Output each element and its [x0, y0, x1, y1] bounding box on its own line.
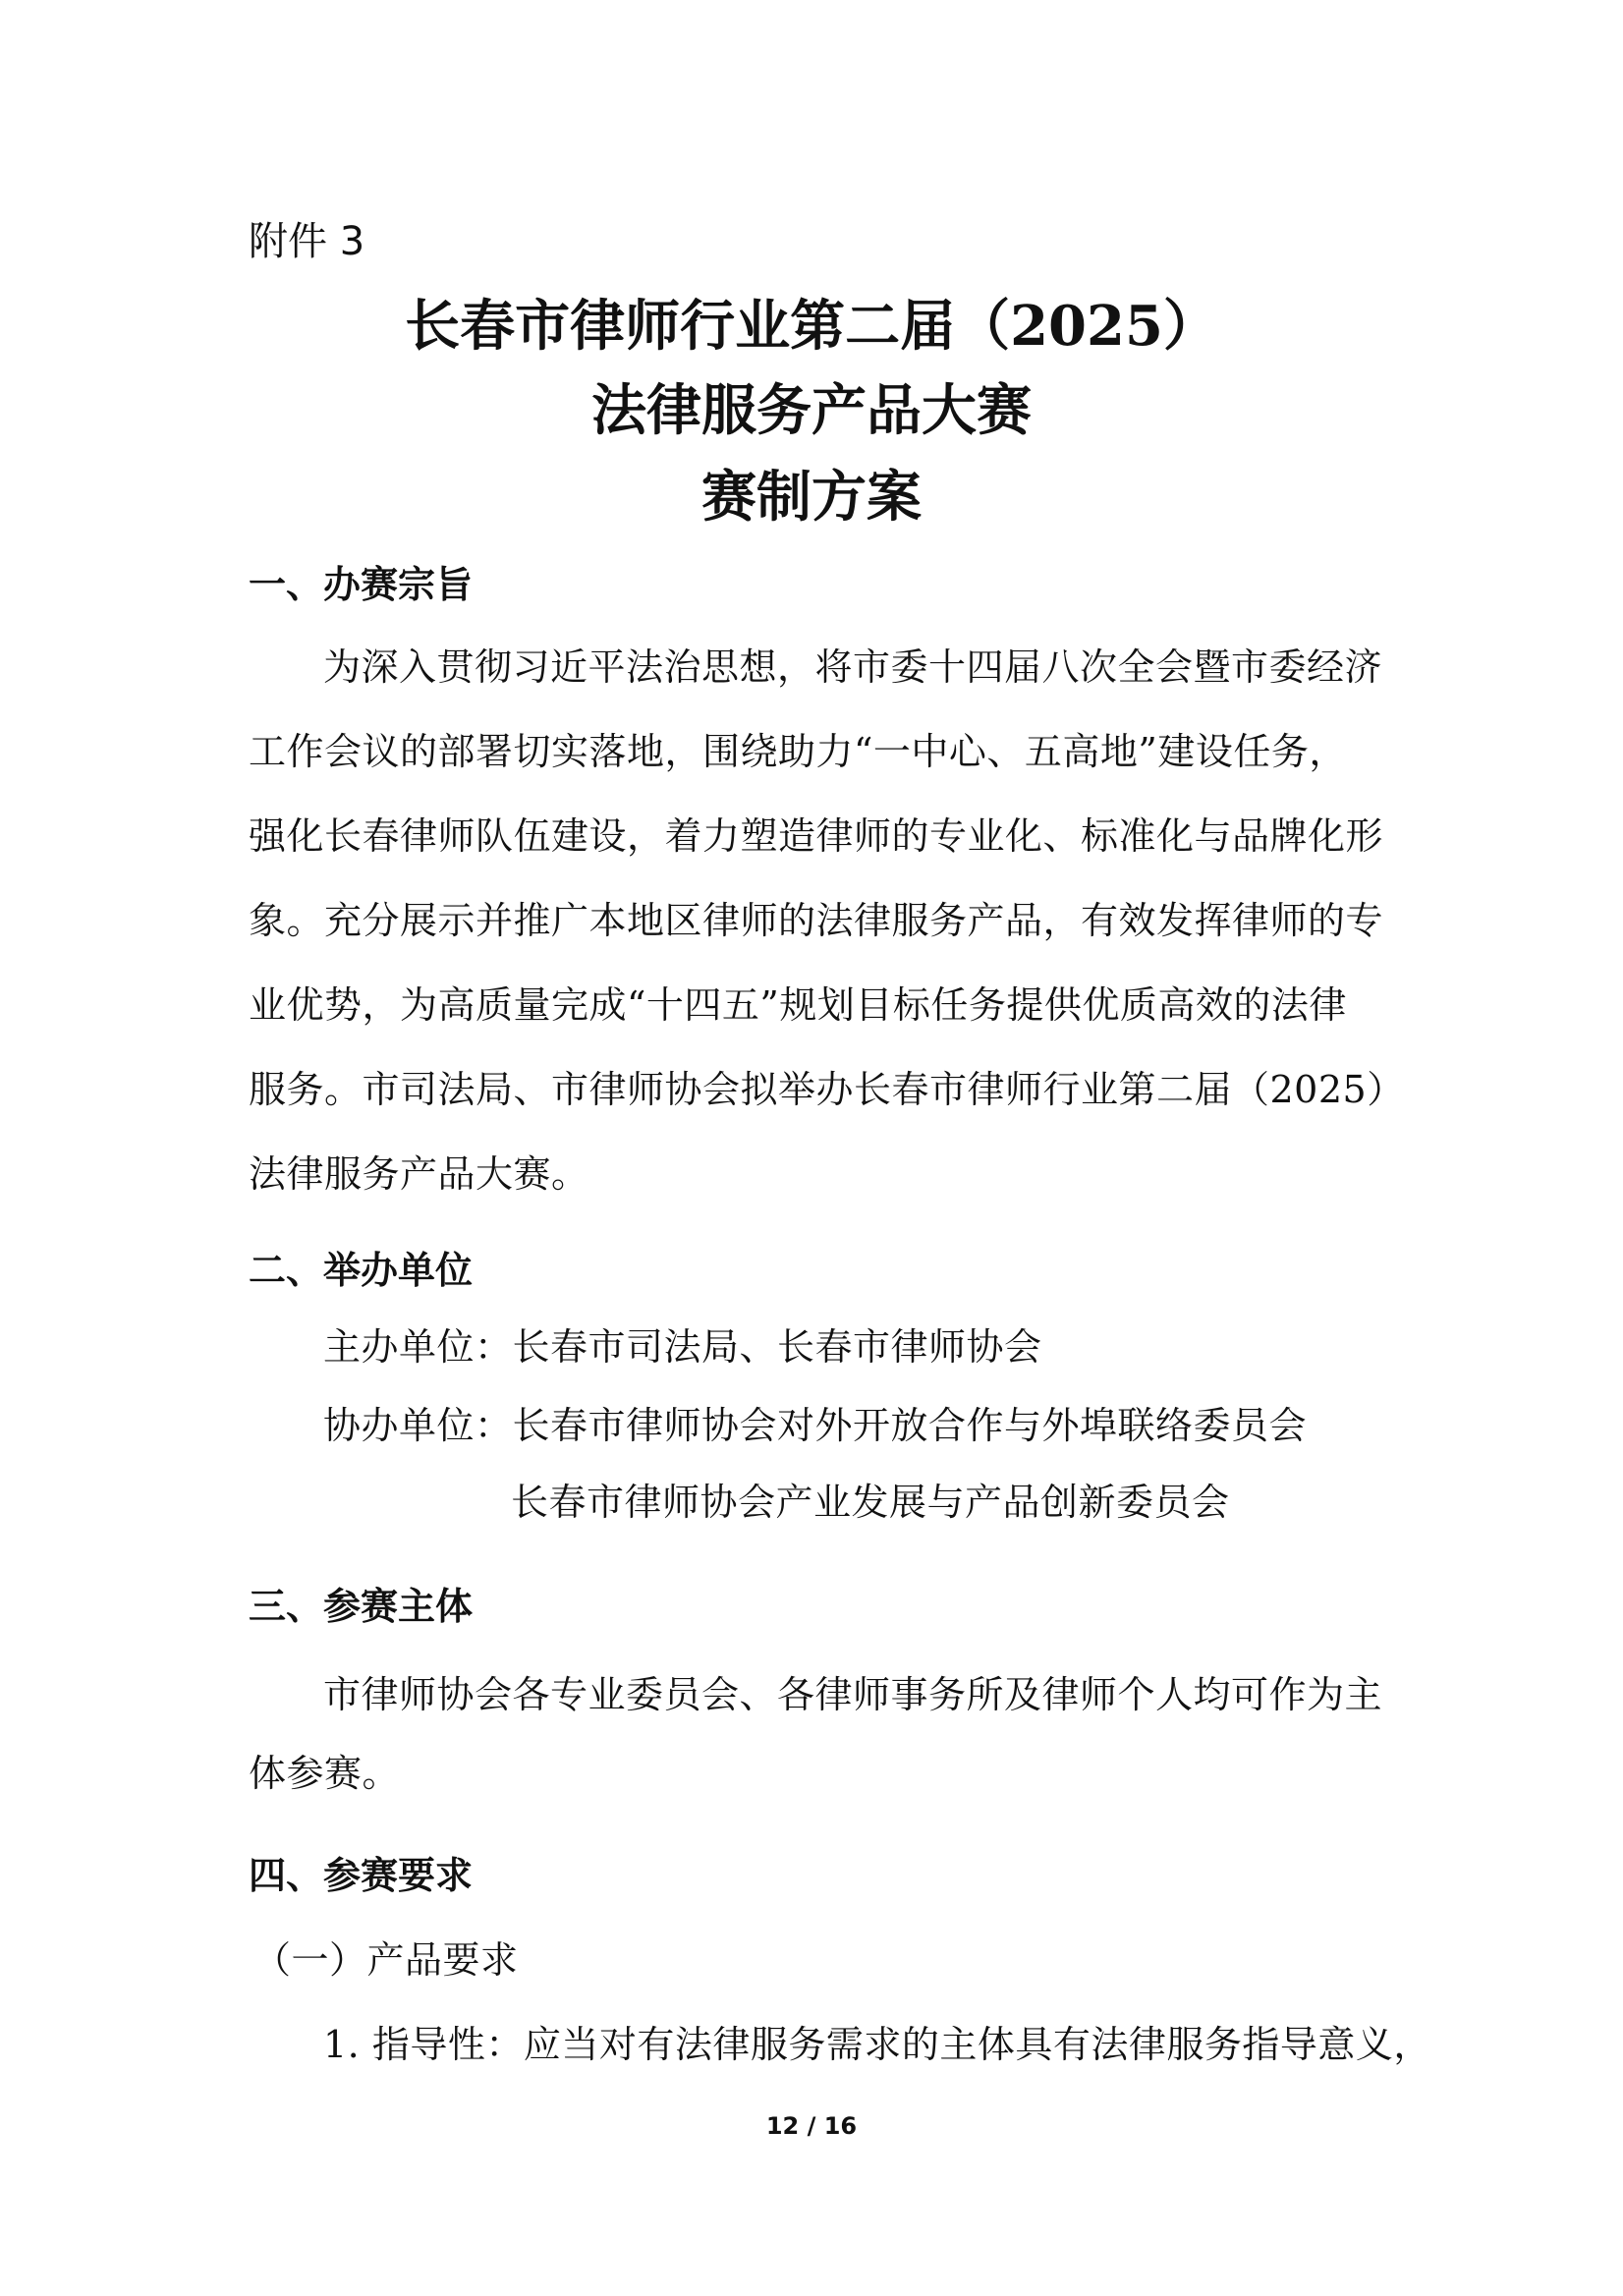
title-line-3: 赛制方案: [701, 465, 922, 530]
section-3-line-2: 体参赛。: [249, 1752, 401, 1795]
attachment-label: 附件 3: [249, 219, 365, 264]
section-3-heading: 三、参赛主体: [249, 1585, 474, 1628]
section-1-line-1: 为深入贯彻习近平法治思想，将市委十四届八次全会暨市委经济: [323, 645, 1383, 689]
co-host-units-2: 长春市律师协会产业发展与产品创新委员会: [511, 1481, 1230, 1524]
section-1-line-3: 强化长春律师队伍建设，着力塑造律师的专业化、标准化与品牌化形: [249, 814, 1384, 858]
section-1-line-2: 工作会议的部署切实落地，围绕助力“一中心、五高地”建设任务，: [249, 730, 1347, 773]
title-line-2: 法律服务产品大赛: [591, 378, 1032, 443]
section-2-heading: 二、举办单位: [249, 1249, 474, 1292]
subsection-product-requirements: （一）产品要求: [253, 1938, 519, 1982]
section-1-line-6: 服务。市司法局、市律师协会拟举办长春市律师行业第二届（2025）: [249, 1068, 1405, 1111]
section-1-line-4: 象。充分展示并推广本地区律师的法律服务产品，有效发挥律师的专: [249, 899, 1384, 942]
title-line-1: 长春市律师行业第二届（2025）: [405, 294, 1218, 359]
host-units: 主办单位：长春市司法局、长春市律师协会: [323, 1325, 1042, 1369]
co-host-units-1: 协办单位：长春市律师协会对外开放合作与外埠联络委员会: [323, 1404, 1308, 1447]
section-1-line-5: 业优势，为高质量完成“十四五”规划目标任务提供优质高效的法律: [249, 983, 1347, 1027]
section-1-heading: 一、办赛宗旨: [249, 563, 474, 606]
section-4-heading: 四、参赛要求: [249, 1854, 474, 1897]
requirement-item-1: 1. 指导性：应当对有法律服务需求的主体具有法律服务指导意义，: [323, 2023, 1431, 2066]
section-1-line-7: 法律服务产品大赛。: [249, 1152, 589, 1196]
section-3-line-1: 市律师协会各专业委员会、各律师事务所及律师个人均可作为主: [323, 1673, 1383, 1716]
page-number: 12 / 16: [765, 2112, 858, 2140]
